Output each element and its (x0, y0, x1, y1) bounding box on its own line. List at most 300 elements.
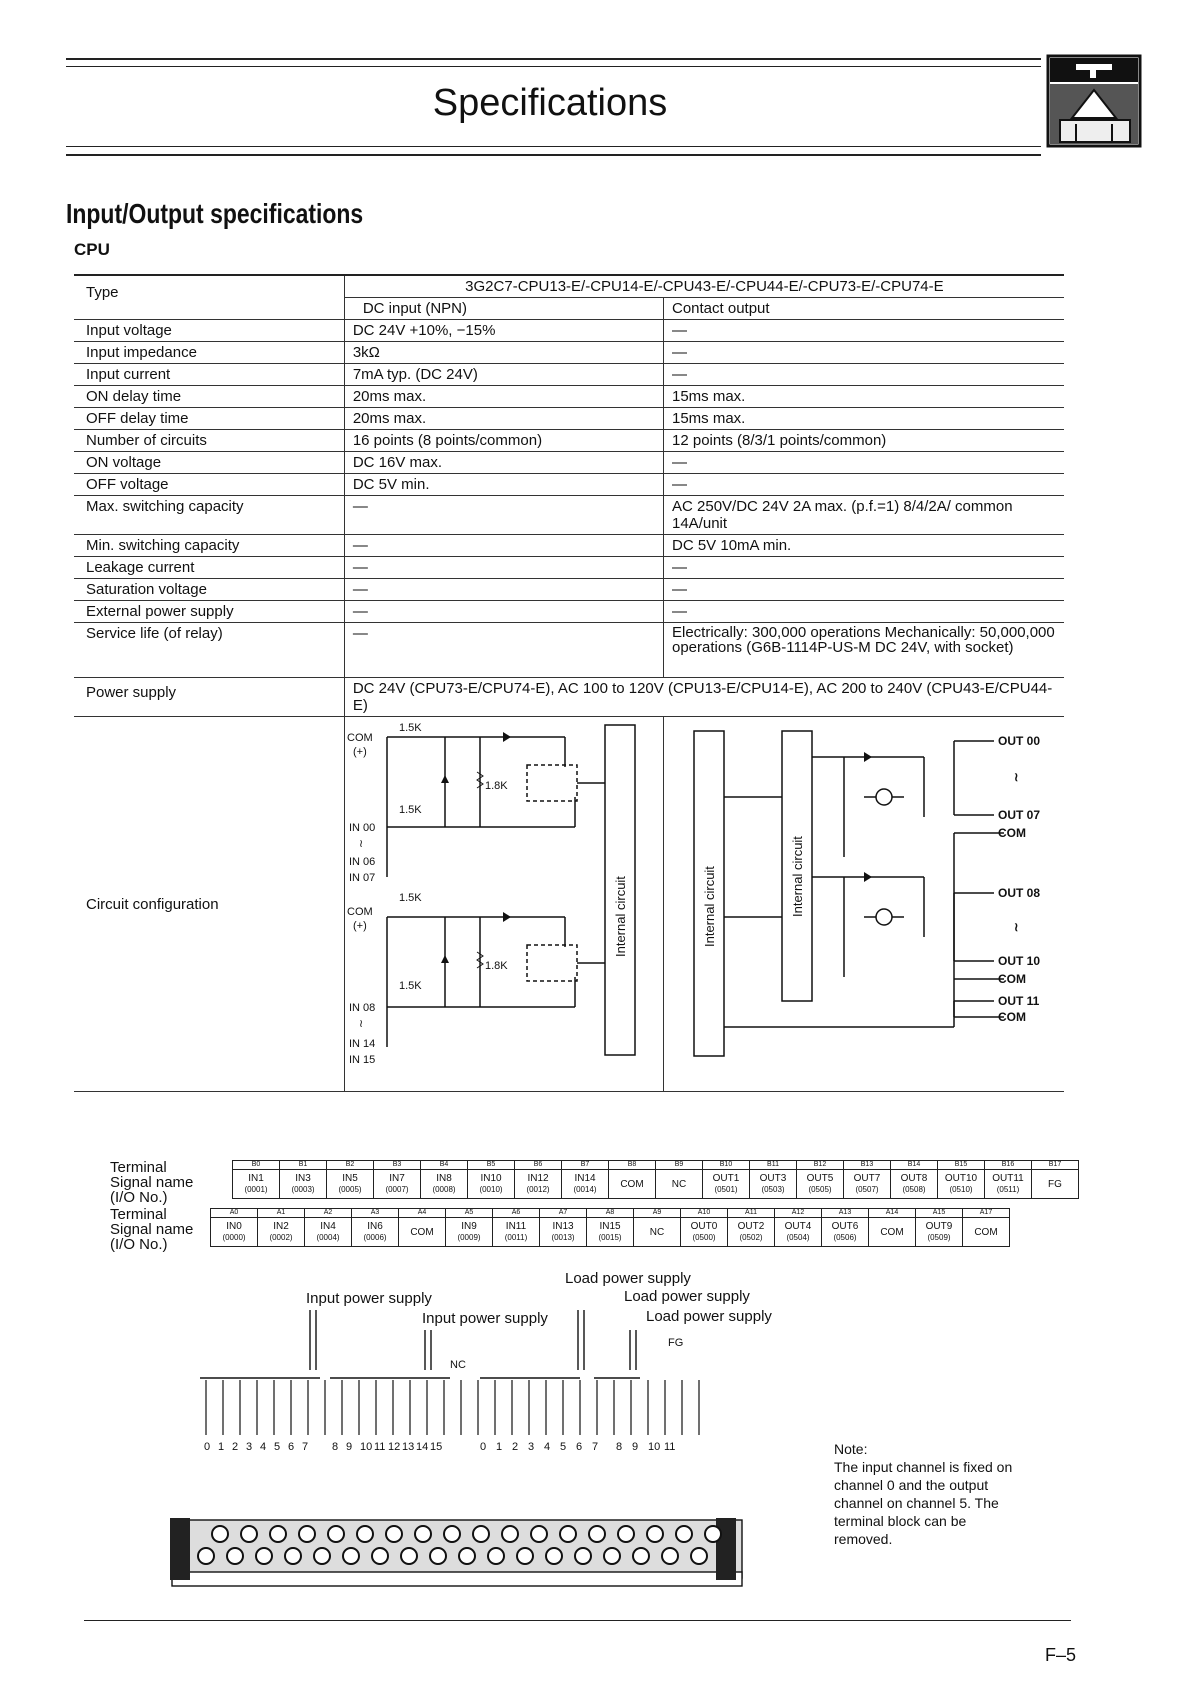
terminal-code: B7 (562, 1161, 609, 1170)
output-number: 2 (512, 1441, 519, 1453)
row-output: AC 250V/DC 24V 2A max. (p.f.=1) 8/4/2A/ common 14A/unit (664, 496, 1065, 535)
terminal-code: A17 (963, 1209, 1010, 1218)
terminal-cell (280, 1170, 327, 1199)
terminal-code: A5 (446, 1209, 493, 1218)
row-output: — (664, 364, 1065, 386)
terminal-code: B9 (656, 1161, 703, 1170)
terminal-signal-name: NC (649, 1226, 665, 1238)
out08-label: OUT 08 (998, 886, 1041, 900)
terminal-signal-name: OUT3 (759, 1173, 787, 1184)
terminal-code: B6 (515, 1161, 562, 1170)
terminal-signal-name: COM (974, 1226, 998, 1238)
terminal-io-number: (0506) (833, 1233, 857, 1242)
terminal-cell (985, 1170, 1032, 1199)
terminal-code: A7 (540, 1209, 587, 1218)
row-label: Input voltage (74, 320, 344, 342)
terminal-cell (352, 1218, 399, 1247)
row-input: 16 points (8 points/common) (344, 430, 663, 452)
load-power-supply-label: Load power supply (646, 1308, 772, 1325)
terminal-cell (963, 1218, 1010, 1247)
input-number: 14 (416, 1441, 429, 1453)
load-power-supply-label: Load power supply (624, 1288, 750, 1305)
in06-label: IN 06 (348, 856, 376, 868)
terminal-labels-a (110, 1207, 193, 1252)
input-number: 9 (346, 1441, 353, 1453)
row-input: — (344, 601, 663, 623)
terminal-code: A0 (211, 1209, 258, 1218)
terminal-code: B12 (797, 1161, 844, 1170)
terminal-io-number: (0508) (902, 1185, 926, 1194)
nc-label: NC (450, 1359, 466, 1371)
header-rule-top2 (66, 66, 1041, 67)
in08-label: IN 08 (348, 1002, 376, 1014)
terminal-table-b (232, 1160, 1079, 1199)
io-no-label: (I/O No.) (110, 1236, 168, 1253)
row-label: Max. switching capacity (74, 496, 344, 535)
circuit-output-cell (664, 717, 1065, 1092)
terminal-screw-icon (705, 1526, 721, 1542)
row-label: Leakage current (74, 557, 344, 579)
terminal-code: A11 (728, 1209, 775, 1218)
led-icon (503, 912, 511, 922)
terminal-screw-icon (256, 1548, 272, 1564)
power-supply-label: Power supply (74, 678, 344, 717)
note-text: The input channel is fixed on channel 0 and the output channel on channel 5. The terminal block can be removed. (834, 1459, 1013, 1547)
terminal-cell (327, 1170, 374, 1199)
spec-table (74, 274, 1064, 1092)
terminal-cell (374, 1170, 421, 1199)
com-label: COM (998, 972, 1026, 986)
terminal-screw-icon (314, 1548, 330, 1564)
terminal-io-number: (0000) (222, 1233, 246, 1242)
terminal-cell (797, 1170, 844, 1199)
terminal-cell (656, 1170, 703, 1199)
terminal-screw-icon (299, 1526, 315, 1542)
terminal-screw-icon (357, 1526, 373, 1542)
terminal-code: A12 (775, 1209, 822, 1218)
spec-row (74, 320, 1064, 342)
circuit-row (74, 717, 1064, 1092)
terminal-signal-name: OUT0 (690, 1221, 718, 1232)
in00-label: IN 00 (348, 822, 376, 834)
header-rule-bottom2 (66, 154, 1041, 156)
terminal-signal-name: IN6 (367, 1221, 383, 1232)
row-input: 7mA typ. (DC 24V) (344, 364, 663, 386)
terminal-cell (891, 1170, 938, 1199)
terminal-cell (562, 1170, 609, 1199)
row-output: — (664, 557, 1065, 579)
terminal-cell (916, 1218, 963, 1247)
terminal-io-number: (0015) (598, 1233, 622, 1242)
terminal-signal-name: COM (880, 1226, 904, 1238)
spec-row (74, 601, 1064, 623)
terminal-signal-name: COM (620, 1178, 644, 1190)
circuit-label: Circuit configuration (74, 717, 344, 1092)
output-number: 8 (616, 1441, 623, 1453)
terminal-screw-icon (589, 1526, 605, 1542)
terminal-signal-name: OUT5 (806, 1173, 834, 1184)
terminal-screw-icon (198, 1548, 214, 1564)
terminal-label: Terminal (110, 1159, 167, 1176)
range-mark: ≀ (1014, 920, 1019, 934)
terminal-code: B13 (844, 1161, 891, 1170)
input-number: 7 (302, 1441, 309, 1453)
type-label: Type (74, 275, 344, 320)
row-output: — (664, 579, 1065, 601)
input-number: 0 (204, 1441, 211, 1453)
row-output: Electrically: 300,000 operations Mechanically: 50,000,000 operations (G6B-1114P-US-M DC 24V, with socket) (664, 623, 1065, 678)
out07-label: OUT 07 (998, 808, 1041, 822)
terminal-screw-icon (575, 1548, 591, 1564)
output-number: 6 (576, 1441, 583, 1453)
row-input: 20ms max. (344, 386, 663, 408)
terminal-code: A13 (822, 1209, 869, 1218)
input-number: 12 (388, 1441, 401, 1453)
terminal-code: B15 (938, 1161, 985, 1170)
com-label: COM (998, 826, 1026, 840)
wiring-diagram (160, 1300, 760, 1590)
terminal-screw-icon (328, 1526, 344, 1542)
power-supply-value: DC 24V (CPU73-E/CPU74-E), AC 100 to 120V (CPU13-E/CPU14-E), AC 200 to 240V (CPU43-E/CPU44-E) (344, 678, 1064, 717)
input-number: 11 (374, 1441, 386, 1453)
spec-row (74, 557, 1064, 579)
in07-label: IN 07 (348, 872, 376, 884)
power-supply-row (74, 678, 1064, 717)
terminal-screw-icon (502, 1526, 518, 1542)
row-input: 3kΩ (344, 342, 663, 364)
terminal-signal-row (211, 1218, 1010, 1247)
terminal-cell (305, 1218, 352, 1247)
row-label: ON delay time (74, 386, 344, 408)
terminal-code: B17 (1032, 1161, 1079, 1170)
input-circuit-diagram (345, 717, 641, 1087)
terminal-io-number: (0509) (927, 1233, 951, 1242)
spec-row (74, 386, 1064, 408)
terminal-cell (421, 1170, 468, 1199)
resistor-label: 1.8K (484, 960, 508, 972)
terminal-io-number: (0503) (761, 1185, 785, 1194)
row-label: Input current (74, 364, 344, 386)
terminal-screw-icon (415, 1526, 431, 1542)
terminal-io-number: (0002) (269, 1233, 293, 1242)
section-f-tab-icon (1046, 54, 1144, 150)
out10-label: OUT 10 (998, 954, 1041, 968)
terminal-code-row (233, 1161, 1079, 1170)
output-number: 4 (544, 1441, 551, 1453)
terminal-signal-name: NC (671, 1178, 687, 1190)
terminal-screw-icon (546, 1548, 562, 1564)
terminal-io-number: (0004) (316, 1233, 340, 1242)
row-label: ON voltage (74, 452, 344, 474)
terminal-code: A3 (352, 1209, 399, 1218)
row-output: DC 5V 10mA min. (664, 535, 1065, 557)
terminal-signal-name: FG (1048, 1178, 1062, 1190)
row-input: 20ms max. (344, 408, 663, 430)
terminal-code: B2 (327, 1161, 374, 1170)
terminal-code: A9 (634, 1209, 681, 1218)
internal-circuit-label: Internal circuit (702, 866, 717, 947)
resistor-label: 1.5K (398, 892, 422, 904)
terminal-signal-name: OUT11 (992, 1173, 1024, 1184)
terminal-signal-name: IN3 (295, 1173, 311, 1184)
terminal-io-number: (0003) (291, 1185, 315, 1194)
spec-row (74, 579, 1064, 601)
terminal-cell (211, 1218, 258, 1247)
input-number: 4 (260, 1441, 267, 1453)
terminal-cell (233, 1170, 280, 1199)
row-output: — (664, 342, 1065, 364)
terminal-cell (258, 1218, 305, 1247)
out11-label: OUT 11 (998, 994, 1040, 1008)
terminal-signal-name: OUT6 (831, 1221, 859, 1232)
signal-name-label: Signal name (110, 1174, 194, 1191)
com-label: COM (998, 1010, 1026, 1024)
col-output-header: Contact output (664, 298, 1065, 320)
terminal-code: B10 (703, 1161, 750, 1170)
terminal-screw-icon (285, 1548, 301, 1564)
terminal-code: A15 (916, 1209, 963, 1218)
row-label: OFF voltage (74, 474, 344, 496)
terminal-code: B11 (750, 1161, 797, 1170)
row-input: DC 16V max. (344, 452, 663, 474)
row-output: 15ms max. (664, 408, 1065, 430)
terminal-signal-name: IN4 (320, 1221, 336, 1232)
page-number: F–5 (1045, 1645, 1077, 1665)
in14-label: IN 14 (348, 1038, 376, 1050)
terminal-screw-icon (531, 1526, 547, 1542)
terminal-screw-icon (459, 1548, 475, 1564)
diode-icon (864, 872, 872, 882)
terminal-cell (446, 1218, 493, 1247)
terminal-screw-icon (488, 1548, 504, 1564)
note-box (834, 1440, 1014, 1548)
terminal-signal-name: IN10 (480, 1173, 502, 1184)
terminal-code: A2 (305, 1209, 352, 1218)
terminal-screw-icon (662, 1548, 678, 1564)
row-output: — (664, 320, 1065, 342)
terminal-cell (540, 1218, 587, 1247)
input-number: 10 (360, 1441, 373, 1453)
output-number: 1 (496, 1441, 503, 1453)
signal-name-label: Signal name (110, 1221, 194, 1238)
input-number: 3 (246, 1441, 253, 1453)
terminal-cell (775, 1218, 822, 1247)
header-rule-bottom (66, 146, 1041, 147)
terminal-io-number: (0006) (363, 1233, 387, 1242)
terminal-screw-icon (676, 1526, 692, 1542)
input-number: 15 (430, 1441, 443, 1453)
spec-row (74, 496, 1064, 535)
led-icon (503, 732, 511, 742)
row-label: Min. switching capacity (74, 535, 344, 557)
terminal-io-number: (0502) (739, 1233, 763, 1242)
input-number: 1 (218, 1441, 225, 1453)
load-power-supply-label: Load power supply (565, 1270, 691, 1287)
terminal-cell (515, 1170, 562, 1199)
terminal-signal-name: IN15 (599, 1221, 621, 1232)
terminal-io-number: (0008) (432, 1185, 456, 1194)
terminal-screw-icon (560, 1526, 576, 1542)
spec-row (74, 430, 1064, 452)
terminal-cell (587, 1218, 634, 1247)
terminal-signal-name: IN11 (505, 1221, 527, 1232)
plus-label: (+) (352, 920, 367, 932)
input-number: 8 (332, 1441, 339, 1453)
terminal-signal-name: IN8 (436, 1173, 452, 1184)
spec-row (74, 364, 1064, 386)
terminal-signal-name: OUT10 (944, 1173, 978, 1184)
row-output: — (664, 474, 1065, 496)
input-power-supply-label: Input power supply (422, 1310, 548, 1327)
diode-icon (864, 752, 872, 762)
output-number: 5 (560, 1441, 567, 1453)
terminal-signal-name: OUT9 (925, 1221, 953, 1232)
terminal-cell (844, 1170, 891, 1199)
input-number: 6 (288, 1441, 295, 1453)
section-subheading: CPU (74, 240, 110, 259)
terminal-cell (493, 1218, 540, 1247)
spec-row (74, 452, 1064, 474)
range-mark: ≀ (358, 838, 363, 850)
terminal-screw-icon (604, 1548, 620, 1564)
terminal-io-number: (0501) (714, 1185, 738, 1194)
terminal-io-number: (0504) (786, 1233, 810, 1242)
terminal-screw-icon (212, 1526, 228, 1542)
terminal-code: A6 (493, 1209, 540, 1218)
terminal-cell (399, 1218, 446, 1247)
terminal-cell (938, 1170, 985, 1199)
terminal-screw-icon (401, 1548, 417, 1564)
row-label: Saturation voltage (74, 579, 344, 601)
terminal-code: A4 (399, 1209, 446, 1218)
row-input: — (344, 623, 663, 678)
output-number: 11 (664, 1441, 676, 1453)
terminal-labels-b (110, 1160, 193, 1205)
output-circuit-diagram (664, 717, 1064, 1087)
terminal-cell (703, 1170, 750, 1199)
terminal-cell (468, 1170, 515, 1199)
terminal-code: B4 (421, 1161, 468, 1170)
output-number: 7 (592, 1441, 599, 1453)
row-label: OFF delay time (74, 408, 344, 430)
terminal-cell (728, 1218, 775, 1247)
terminal-screw-icon (517, 1548, 533, 1564)
terminal-signal-name: OUT2 (737, 1221, 765, 1232)
com-label: COM (346, 732, 373, 744)
terminal-signal-name: IN14 (574, 1173, 596, 1184)
footer-rule (84, 1620, 1071, 1621)
terminal-io-number: (0511) (996, 1185, 1020, 1194)
type-value: 3G2C7-CPU13-E/-CPU14-E/-CPU43-E/-CPU44-E/-CPU73-E/-CPU74-E (344, 275, 1064, 298)
zener-icon (441, 955, 449, 963)
terminal-code: B3 (374, 1161, 421, 1170)
spec-row (74, 474, 1064, 496)
row-input: — (344, 557, 663, 579)
terminal-signal-name: OUT4 (784, 1221, 812, 1232)
internal-circuit-label: Internal circuit (790, 836, 805, 917)
output-number: 9 (632, 1441, 639, 1453)
lamp-icon (876, 909, 892, 925)
row-label: Service life (of relay) (74, 623, 344, 678)
terminal-code: A14 (869, 1209, 916, 1218)
input-number: 5 (274, 1441, 281, 1453)
terminal-screw-icon (691, 1548, 707, 1564)
range-mark: ≀ (1014, 770, 1019, 784)
terminal-code: B14 (891, 1161, 938, 1170)
terminal-signal-name: IN1 (248, 1173, 264, 1184)
terminal-code: A8 (587, 1209, 634, 1218)
terminal-code: B5 (468, 1161, 515, 1170)
in15-label: IN 15 (348, 1054, 376, 1066)
range-mark: ≀ (358, 1018, 363, 1030)
row-label: Input impedance (74, 342, 344, 364)
terminal-code: A10 (681, 1209, 728, 1218)
terminal-cell (609, 1170, 656, 1199)
terminal-signal-name: IN13 (552, 1221, 574, 1232)
terminal-io-number: (0001) (244, 1185, 268, 1194)
row-input: DC 24V +10%, −15% (344, 320, 663, 342)
terminal-cell (822, 1218, 869, 1247)
terminal-screw-icon (473, 1526, 489, 1542)
terminal-io-number: (0014) (573, 1185, 597, 1194)
terminal-cell (750, 1170, 797, 1199)
row-label: Number of circuits (74, 430, 344, 452)
terminal-signal-row (233, 1170, 1079, 1199)
row-output: 12 points (8/3/1 points/common) (664, 430, 1065, 452)
spec-row (74, 342, 1064, 364)
terminal-label: Terminal (110, 1206, 167, 1223)
spec-row (74, 535, 1064, 557)
terminal-io-number: (0011) (504, 1233, 528, 1242)
terminal-table-a (210, 1208, 1010, 1247)
terminal-code: B1 (280, 1161, 327, 1170)
terminal-screw-icon (633, 1548, 649, 1564)
note-title: Note: (834, 1441, 868, 1457)
row-input: — (344, 496, 663, 535)
terminal-signal-name: OUT8 (900, 1173, 928, 1184)
internal-circuit-label: Internal circuit (612, 876, 628, 957)
output-number: 10 (648, 1441, 661, 1453)
terminal-io-number: (0012) (526, 1185, 550, 1194)
terminal-signal-name: COM (410, 1226, 434, 1238)
col-input-header: DC input (NPN) (344, 298, 663, 320)
out00-label: OUT 00 (998, 734, 1041, 748)
circuit-input-cell (344, 717, 663, 1092)
terminal-code: B16 (985, 1161, 1032, 1170)
terminal-screw-icon (372, 1548, 388, 1564)
output-number: 3 (528, 1441, 535, 1453)
terminal-code: A1 (258, 1209, 305, 1218)
terminal-io-number: (0500) (692, 1233, 716, 1242)
terminal-code: B0 (233, 1161, 280, 1170)
row-label: External power supply (74, 601, 344, 623)
terminal-cell (681, 1218, 728, 1247)
row-output: 15ms max. (664, 386, 1065, 408)
terminal-cell (869, 1218, 916, 1247)
terminal-screw-icon (270, 1526, 286, 1542)
page-title: Specifications (432, 82, 668, 124)
terminal-io-number: (0005) (338, 1185, 362, 1194)
terminal-signal-name: IN5 (342, 1173, 358, 1184)
terminal-screw-icon (430, 1548, 446, 1564)
terminal-signal-name: IN2 (273, 1221, 289, 1232)
terminal-screw-icon (647, 1526, 663, 1542)
terminal-signal-name: IN9 (461, 1221, 477, 1232)
header-rule-top (66, 58, 1041, 60)
terminal-screw-icon (241, 1526, 257, 1542)
terminal-io-number: (0505) (808, 1185, 832, 1194)
terminal-io-number: (0007) (385, 1185, 409, 1194)
